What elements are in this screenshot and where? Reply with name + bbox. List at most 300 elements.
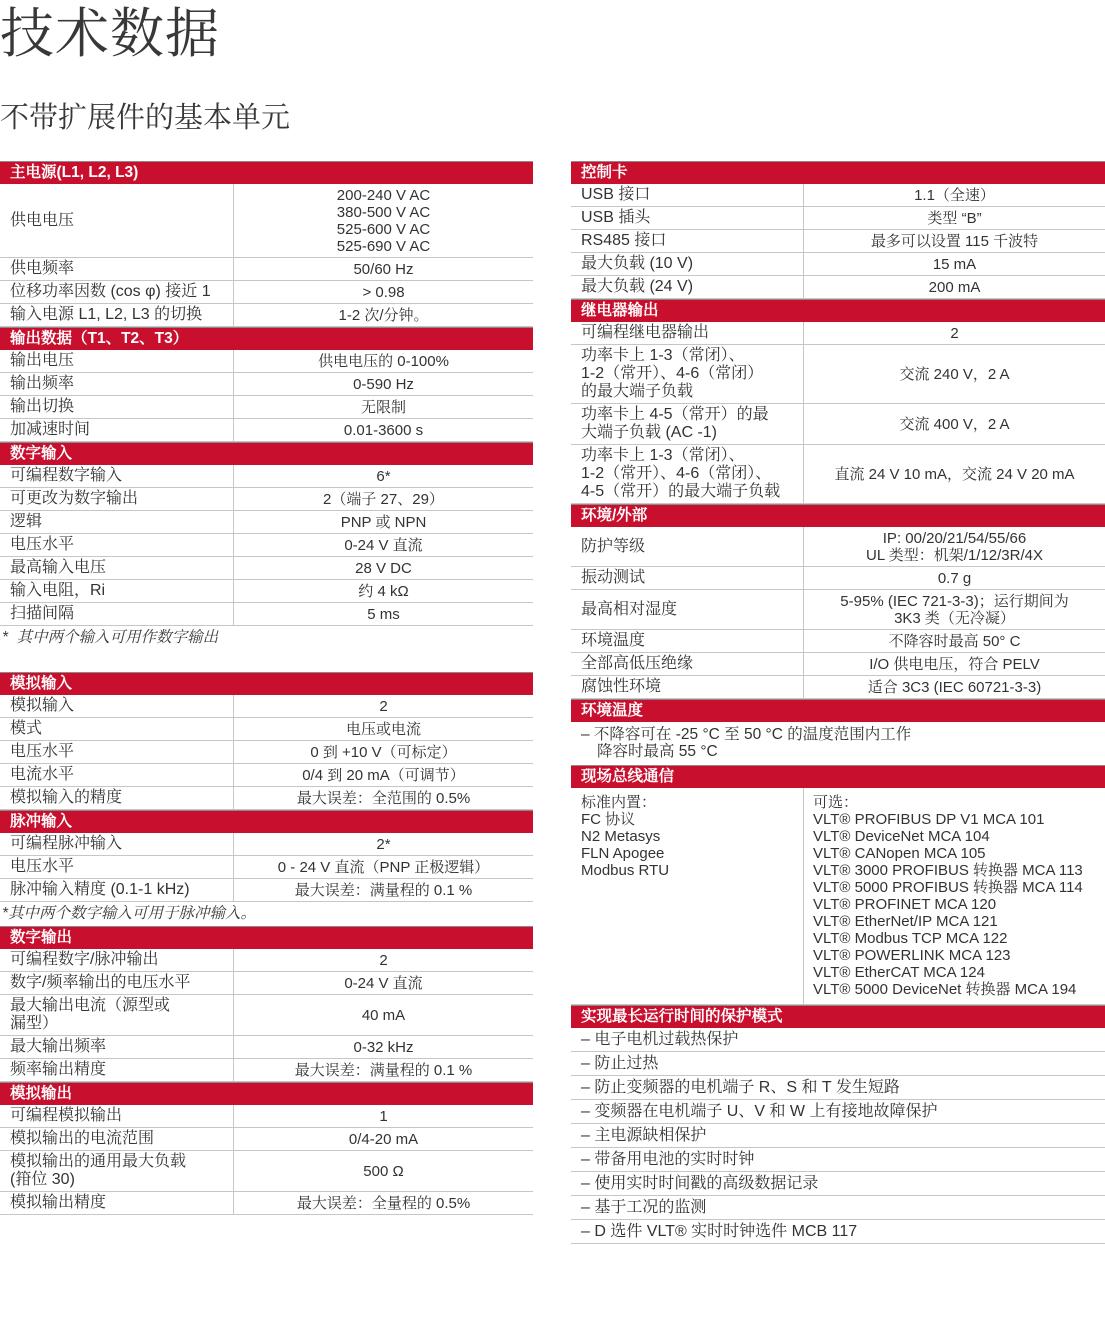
- row-label-line: 模拟输出的电流范围: [10, 1130, 155, 1147]
- row-value: [233, 511, 533, 533]
- section-header: 环境/外部: [571, 504, 1105, 527]
- row-label: [571, 207, 803, 229]
- fieldbus-optional-line: VLT® PROFINET MCA 120: [813, 896, 997, 913]
- row-label-line: 可编程脉冲输入: [10, 835, 123, 852]
- row-value: [233, 184, 533, 257]
- row-label-line: 电压水平: [10, 536, 75, 553]
- row-value: [233, 465, 533, 487]
- text-block: [571, 722, 1105, 765]
- table-row: [571, 653, 1105, 676]
- row-label-line: 输入电阻，Ri: [10, 582, 106, 599]
- fieldbus-optional-line: VLT® EtherNet/IP MCA 121: [813, 913, 998, 930]
- table-row: [0, 396, 533, 419]
- fieldbus-standard-line: N2 Metasys: [581, 828, 661, 845]
- spec-section: [571, 699, 1105, 765]
- section-header: 现场总线通信: [571, 765, 1105, 788]
- text-line: – 不降容可在 -25 °C 至 50 °C 的温度范围内工作: [581, 726, 912, 743]
- row-value-line: 约 4 kΩ: [358, 583, 409, 600]
- table-row: [0, 879, 533, 902]
- spec-section: [0, 1082, 533, 1215]
- table-row: [0, 580, 533, 603]
- row-label-line: 的最大端子负载: [581, 383, 694, 400]
- row-label: [571, 404, 803, 444]
- row-label: [0, 281, 233, 303]
- fieldbus-optional-line: VLT® 5000 PROFIBUS 转换器 MCA 114: [813, 879, 1083, 896]
- section-header: 数字输入: [0, 442, 533, 465]
- row-label-line: 最大输出电流（源型或: [10, 997, 171, 1014]
- row-value: [233, 995, 533, 1035]
- row-label-line: 模拟输入的精度: [10, 789, 123, 806]
- table-row: [0, 972, 533, 995]
- row-value-line: 0 - 24 V 直流（PNP 正极逻辑）: [277, 859, 490, 876]
- list-item: – 带备用电池的实时时钟: [571, 1148, 1105, 1172]
- row-value-line: 电压或电流: [345, 721, 421, 738]
- row-label-line: 电压水平: [10, 743, 75, 760]
- table-row: [571, 253, 1105, 276]
- spec-section: [0, 810, 533, 926]
- row-label: [0, 534, 233, 556]
- row-value-line: 适合 3C3 (IEC 60721-3-3): [867, 679, 1042, 696]
- row-label: [0, 1151, 233, 1191]
- table-row: [0, 557, 533, 580]
- row-label-line: 振动测试: [581, 569, 646, 586]
- fieldbus-standard-line: 标准内置：: [581, 794, 657, 811]
- row-label-line: 可编程数字/脉冲输出: [10, 951, 159, 968]
- table-row: [0, 718, 533, 741]
- table-row: [571, 345, 1105, 404]
- spec-section: [0, 442, 533, 650]
- row-label-line: 输出切换: [10, 398, 75, 415]
- table-row: [0, 764, 533, 787]
- footnote: * 其中两个输入可用作数字输出: [2, 629, 219, 646]
- section-header: 控制卡: [571, 161, 1105, 184]
- table-row: [571, 322, 1105, 345]
- spec-section: [0, 161, 533, 327]
- row-label: [571, 527, 803, 566]
- row-label-line: 频率输出精度: [10, 1061, 107, 1078]
- row-label: [0, 350, 233, 372]
- row-label: [571, 653, 803, 675]
- row-value: [803, 230, 1105, 252]
- row-value: [233, 580, 533, 602]
- row-label: [0, 465, 233, 487]
- row-value-line: IP: 00/20/21/54/55/66: [882, 530, 1027, 547]
- row-label-line: 最高输入电压: [10, 559, 107, 576]
- table-row: [0, 695, 533, 718]
- row-value: [233, 603, 533, 625]
- table-row: [571, 527, 1105, 567]
- table-row: [0, 419, 533, 442]
- table-row: [571, 184, 1105, 207]
- row-value: [233, 1105, 533, 1127]
- row-label: [571, 567, 803, 589]
- table-row: [571, 276, 1105, 299]
- row-value: [233, 949, 533, 971]
- row-value: [803, 676, 1105, 698]
- row-value: [233, 856, 533, 878]
- table-row: [571, 404, 1105, 445]
- table-row: [0, 258, 533, 281]
- row-label-line: 供电电压: [10, 211, 75, 229]
- row-value: [233, 557, 533, 579]
- row-value: [803, 445, 1105, 503]
- table-row: [0, 465, 533, 488]
- list-item: – D 选件 VLT® 实时时钟选件 MCB 117: [571, 1220, 1105, 1244]
- row-label: [0, 603, 233, 625]
- row-value: [233, 833, 533, 855]
- spec-section: [571, 504, 1105, 699]
- row-label-line: 模拟输入: [10, 697, 75, 714]
- row-label-line: 位移功率因数 (cos φ) 接近 1: [10, 283, 211, 300]
- row-label-line: 最大负载 (24 V): [581, 278, 694, 295]
- row-value-line: 最大误差：满量程的 0.1 %: [294, 1062, 473, 1079]
- row-value-line: 无限制: [360, 399, 406, 416]
- list-item: – 电子电机过载热保护: [571, 1028, 1105, 1052]
- row-label-line: 可编程继电器输出: [581, 324, 710, 341]
- row-value-line: 交流 240 V，2 A: [899, 366, 1010, 383]
- row-label: [0, 419, 233, 441]
- section-header: 数字输出: [0, 926, 533, 949]
- row-label: [0, 511, 233, 533]
- row-value: [803, 590, 1105, 629]
- row-label-line: USB 接口: [581, 186, 651, 203]
- row-label: [0, 184, 233, 257]
- row-label-line: 腐蚀性环境: [581, 678, 662, 695]
- list-item: – 使用实时时间戳的高级数据记录: [571, 1172, 1105, 1196]
- row-value-line: 2: [379, 952, 388, 969]
- table-row: [571, 567, 1105, 590]
- row-label-line: 电压水平: [10, 858, 75, 875]
- row-value: [233, 419, 533, 441]
- table-row: [0, 1151, 533, 1192]
- table-row: [571, 630, 1105, 653]
- fieldbus-optional-line: VLT® EtherCAT MCA 124: [813, 964, 985, 981]
- row-label: [571, 345, 803, 403]
- table-row: [0, 856, 533, 879]
- row-label: [571, 276, 803, 298]
- row-label: [0, 695, 233, 717]
- row-value-line: 0-24 V 直流: [344, 537, 423, 554]
- row-value-line: 380-500 V AC: [336, 204, 431, 221]
- row-value-line: 525-600 V AC: [336, 221, 431, 238]
- section-header: 输出数据（T1、T2、T3）: [0, 327, 533, 350]
- row-value-line: 28 V DC: [355, 560, 412, 577]
- row-value: [233, 695, 533, 717]
- row-label: [0, 995, 233, 1035]
- row-label-line: 模拟输出精度: [10, 1194, 107, 1211]
- row-value-line: 最多可以设置 115 千波特: [870, 233, 1039, 250]
- row-value: [233, 396, 533, 418]
- row-label: [571, 230, 803, 252]
- row-value-line: 525-690 V AC: [336, 238, 431, 255]
- fieldbus-optional-line: VLT® 3000 PROFIBUS 转换器 MCA 113: [813, 862, 1083, 879]
- row-value: [803, 322, 1105, 344]
- fieldbus-optional-line: VLT® Modbus TCP MCA 122: [813, 930, 1008, 947]
- row-value: [233, 373, 533, 395]
- row-label-line: 功率卡上 4-5（常开）的最: [581, 406, 769, 423]
- row-label-line: 脉冲输入精度 (0.1-1 kHz): [10, 881, 190, 898]
- row-value-line: 200-240 V AC: [336, 187, 431, 204]
- section-header: 继电器输出: [571, 299, 1105, 322]
- row-label: [571, 184, 803, 206]
- row-value-line: 1.1（全速）: [914, 187, 995, 204]
- row-value: [233, 534, 533, 556]
- row-value: [233, 972, 533, 994]
- table-row: [0, 603, 533, 626]
- row-value: [803, 276, 1105, 298]
- fieldbus-standard: [571, 788, 803, 1004]
- fieldbus-optional-line: 可选：: [813, 794, 859, 811]
- row-label: [0, 833, 233, 855]
- fieldbus-optional: [803, 788, 1105, 1004]
- row-label: [0, 488, 233, 510]
- row-value: [233, 764, 533, 786]
- fieldbus-standard-line: FC 协议: [581, 811, 636, 828]
- table-row: [571, 590, 1105, 630]
- row-value-line: 1: [379, 1108, 388, 1125]
- table-row: [0, 350, 533, 373]
- row-label: [0, 557, 233, 579]
- page-subtitle: 不带扩展件的基本单元: [0, 102, 291, 134]
- row-value-line: 50/60 Hz: [353, 261, 414, 278]
- row-value: [233, 1059, 533, 1081]
- row-value-line: 200 mA: [928, 279, 981, 296]
- row-value-line: 0-32 kHz: [353, 1039, 414, 1056]
- row-value: [233, 258, 533, 280]
- row-label-line: 加减速时间: [10, 421, 91, 438]
- spec-section: [0, 926, 533, 1082]
- row-value: [803, 630, 1105, 652]
- row-value-line: 2: [950, 325, 959, 342]
- row-value-line: 0/4 到 20 mA（可调节）: [302, 767, 465, 784]
- row-value-line: 最大误差：满量程的 0.1 %: [294, 882, 473, 899]
- table-row: [571, 230, 1105, 253]
- table-row: [0, 1192, 533, 1215]
- list-item: – 变频器在电机端子 U、V 和 W 上有接地故障保护: [571, 1100, 1105, 1124]
- spec-section: [0, 327, 533, 442]
- row-label: [571, 445, 803, 503]
- row-value: [803, 404, 1105, 444]
- row-value-line: > 0.98: [362, 284, 405, 301]
- table-row: [0, 1059, 533, 1082]
- row-label-line: 大端子负载 (AC -1): [581, 424, 718, 441]
- section-header: 模拟输出: [0, 1082, 533, 1105]
- left-spec-column: [0, 161, 533, 1215]
- section-header: 环境温度: [571, 699, 1105, 722]
- list-item: – 主电源缺相保护: [571, 1124, 1105, 1148]
- table-row: [0, 1105, 533, 1128]
- row-value-line: 6*: [376, 468, 391, 485]
- fieldbus-optional-line: VLT® CANopen MCA 105: [813, 845, 986, 862]
- table-row: [571, 445, 1105, 504]
- table-row: [0, 995, 533, 1036]
- table-row: [0, 787, 533, 810]
- fieldbus-optional-line: VLT® POWERLINK MCA 123: [813, 947, 1011, 964]
- row-value-line: 5-95% (IEC 721-3-3)；运行期间为: [840, 593, 1069, 610]
- row-label: [0, 879, 233, 901]
- row-label-line: 最大输出频率: [10, 1038, 107, 1055]
- row-label-line: USB 插头: [581, 209, 651, 226]
- row-value-line: 40 mA: [361, 1007, 406, 1024]
- row-value-line: PNP 或 NPN: [340, 514, 427, 531]
- row-value-line: 2（端子 27、29）: [323, 491, 444, 508]
- section-header: 主电源(L1, L2, L3): [0, 161, 533, 184]
- table-row: [0, 833, 533, 856]
- row-label: [571, 322, 803, 344]
- list-item: – 防止过热: [571, 1052, 1105, 1076]
- section-header: 模拟输入: [0, 672, 533, 695]
- footnote: *其中两个数字输入可用于脉冲输入。: [2, 905, 257, 922]
- row-label: [0, 373, 233, 395]
- row-value: [803, 345, 1105, 403]
- section-header: 脉冲输入: [0, 810, 533, 833]
- row-label: [571, 253, 803, 275]
- table-row: [0, 488, 533, 511]
- fieldbus-row: [571, 788, 1105, 1005]
- row-label-line: 逻辑: [10, 513, 43, 530]
- row-value-line: UL 类型：机架/1/12/3R/4X: [865, 547, 1043, 564]
- spec-section: [0, 672, 533, 810]
- row-label-line: 环境温度: [581, 632, 646, 649]
- row-label-line: 全部高低压绝缘: [581, 655, 694, 672]
- spec-section: [571, 299, 1105, 504]
- row-value: [233, 787, 533, 809]
- row-value: [233, 350, 533, 372]
- row-value: [233, 304, 533, 326]
- row-label-line: 可更改为数字输出: [10, 490, 139, 507]
- row-label: [0, 787, 233, 809]
- row-value: [803, 184, 1105, 206]
- list-item: – 基于工况的监测: [571, 1196, 1105, 1220]
- row-label-line: 输出频率: [10, 375, 75, 392]
- row-value-line: 0-24 V 直流: [344, 975, 423, 992]
- row-label: [571, 630, 803, 652]
- list-item: – 防止变频器的电机端子 R、S 和 T 发生短路: [571, 1076, 1105, 1100]
- row-label-line: 输入电源 L1, L2, L3 的切换: [10, 306, 203, 323]
- row-value: [233, 1151, 533, 1191]
- row-label: [0, 856, 233, 878]
- row-value-line: 不降容时最高 50° C: [888, 633, 1021, 650]
- row-label-line: 功率卡上 1-3（常闭）、: [581, 347, 745, 364]
- row-label-line: RS485 接口: [581, 232, 667, 249]
- row-value-line: 类型 “B”: [927, 210, 982, 227]
- row-label: [0, 1128, 233, 1150]
- row-value-line: 直流 24 V 10 mA，交流 24 V 20 mA: [834, 466, 1075, 483]
- row-value-line: 3K3 类（无冷凝）: [894, 610, 1015, 627]
- table-row: [0, 281, 533, 304]
- row-value-line: 最大误差：全范围的 0.5%: [296, 790, 471, 807]
- row-label-line: 功率卡上 1-3（常闭）、: [581, 447, 745, 464]
- fieldbus-optional-line: VLT® DeviceNet MCA 104: [813, 828, 990, 845]
- row-value: [803, 253, 1105, 275]
- row-value-line: 交流 400 V，2 A: [899, 416, 1010, 433]
- table-row: [0, 949, 533, 972]
- row-label: [0, 1036, 233, 1058]
- row-value-line: 2: [379, 698, 388, 715]
- row-label-line: (箝位 30): [10, 1171, 75, 1188]
- row-label-line: 1-2（常开）、4-6（常闭）: [581, 365, 764, 382]
- row-label-line: 模式: [10, 720, 43, 737]
- row-label: [0, 972, 233, 994]
- section-header: 实现最长运行时间的保护模式: [571, 1005, 1105, 1028]
- row-value: [233, 718, 533, 740]
- spec-section: [571, 765, 1105, 1005]
- page-title: 技术数据: [0, 4, 220, 64]
- row-label-line: 防护等级: [581, 537, 646, 555]
- row-label: [0, 949, 233, 971]
- row-label-line: 电流水平: [10, 766, 75, 783]
- row-label-line: 模拟输出的通用最大负载: [10, 1153, 187, 1170]
- row-value: [803, 207, 1105, 229]
- text-line: 降容时最高 55 °C: [597, 743, 718, 760]
- row-label-line: 数字/频率输出的电压水平: [10, 974, 191, 991]
- row-value: [233, 1128, 533, 1150]
- table-row: [571, 207, 1105, 230]
- row-label: [0, 1105, 233, 1127]
- row-label-line: 可编程数字输入: [10, 467, 123, 484]
- row-value: [803, 653, 1105, 675]
- row-value-line: 0-590 Hz: [353, 376, 414, 393]
- row-label-line: 可编程模拟输出: [10, 1107, 123, 1124]
- row-label-line: 扫描间隔: [10, 605, 75, 622]
- table-row: [0, 1128, 533, 1151]
- fieldbus-optional-line: VLT® PROFIBUS DP V1 MCA 101: [813, 811, 1045, 828]
- row-value: [233, 1036, 533, 1058]
- spec-section: [571, 1005, 1105, 1244]
- table-row: [0, 741, 533, 764]
- row-value-line: 2*: [376, 836, 391, 853]
- row-label-line: 漏型）: [10, 1015, 59, 1032]
- row-label: [0, 1192, 233, 1214]
- row-value-line: 供电电压的 0-100%: [318, 353, 449, 370]
- row-value: [233, 741, 533, 763]
- row-label: [0, 741, 233, 763]
- row-label-line: 最大负载 (10 V): [581, 255, 694, 272]
- row-label-line: 最高相对湿度: [581, 600, 678, 618]
- table-row: [0, 1036, 533, 1059]
- row-label: [0, 1059, 233, 1081]
- row-label: [0, 718, 233, 740]
- row-value-line: 0.7 g: [937, 570, 972, 587]
- row-label-line: 1-2（常开）、4-6（常闭）、: [581, 465, 772, 482]
- row-value-line: I/O 供电电压，符合 PELV: [869, 656, 1040, 673]
- row-value: [233, 281, 533, 303]
- table-row: [571, 676, 1105, 699]
- row-label-line: 4-5（常开）的最大端子负载: [581, 483, 781, 500]
- row-label: [0, 258, 233, 280]
- fieldbus-standard-line: FLN Apogee: [581, 845, 665, 862]
- row-label: [0, 764, 233, 786]
- table-row: [0, 534, 533, 557]
- row-value: [803, 527, 1105, 566]
- row-label: [0, 580, 233, 602]
- row-value-line: 0/4-20 mA: [348, 1131, 419, 1148]
- row-label: [0, 396, 233, 418]
- row-value-line: 1-2 次/分钟。: [338, 307, 429, 324]
- row-value: [233, 879, 533, 901]
- fieldbus-standard-line: Modbus RTU: [581, 862, 670, 879]
- row-label: [0, 304, 233, 326]
- row-value: [803, 567, 1105, 589]
- row-value: [233, 1192, 533, 1214]
- row-value: [233, 488, 533, 510]
- spec-section: [571, 161, 1105, 299]
- row-label-line: 输出电压: [10, 352, 75, 369]
- right-spec-column: [571, 161, 1105, 1244]
- table-row: [0, 304, 533, 327]
- row-label: [571, 590, 803, 629]
- row-value-line: 0 到 +10 V（可标定）: [310, 744, 457, 761]
